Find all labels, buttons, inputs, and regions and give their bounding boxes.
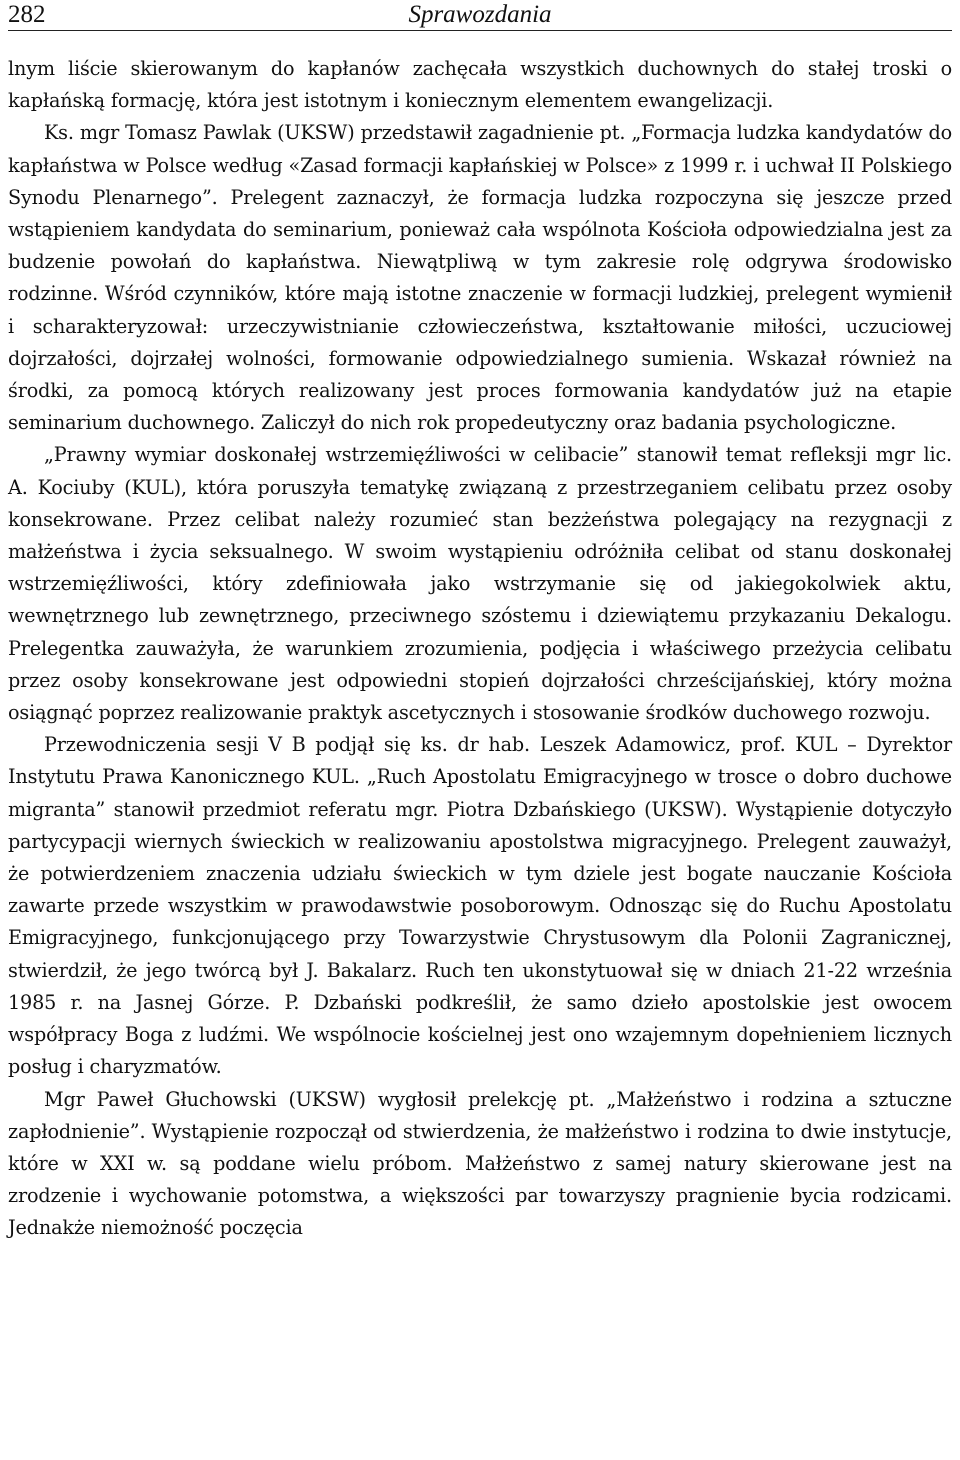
- paragraph-kociuba: „Prawny wymiar doskonałej wstrzemięźliwości w celibacie” stanowił temat refleksji mgr lic. A. Kociuby (KUL), która poruszyła tematykę związaną z przestrzeganiem celibatu przez osoby konsekrowane. Przez celibat należy rozumieć stan bezżeństwa polegający na rezygnacji z małżeństwa i życia seksualnego. W swoim wystąpieniu odróżniła celibat od stanu doskonałej wstrzemięźliwości, który zdefiniowała jako wstrzymanie się od jakiegokolwiek aktu, wewnętrznego lub zewnętrznego, przeciwnego szóstemu i dziewiątemu przykazaniu Dekalogu. Prelegentka zauważyła, że warunkiem zrozumienia, podjęcia i właściwego przeżycia celibatu przez osoby konsekrowane jest odpowiedni stopień dojrzałości chrześcijańskiej, który można osiągnąć poprzez realizowanie praktyk ascetycznych i stosowanie środków duchowego rozwoju.: [8, 443, 952, 725]
- page-number: 282: [8, 1, 46, 28]
- running-header: [8, 0, 952, 31]
- section-title: Sprawozdania: [408, 1, 552, 28]
- body-text: [8, 53, 952, 1245]
- document-page: [8, 0, 952, 1245]
- paragraph-session-vb: Przewodniczenia sesji V B podjął się ks. dr hab. Leszek Adamowicz, prof. KUL – Dyrektor Instytutu Prawa Kanonicznego KUL. „Ruch Apostolatu Emigracyjnego w trosce o dobro duchowe migranta” stanowił przedmiot referatu mgr. Piotra Dzbańskiego (UKSW). Wystąpienie dotyczyło partycypacji wiernych świeckich w realizowaniu apostolstwa migracyjnego. Prelegent zauważył, że potwierdzeniem znaczenia udziału świeckich w tym dziele jest bogate nauczanie Kościoła zawarte przede wszystkim w prawodawstwie posoborowym. Odnosząc się do Ruchu Apostolatu Emigracyjnego, funkcjonującego przy Towarzystwie Chrystusowym dla Polonii Zagranicznej, stwierdził, że jego twórcą był J. Bakalarz. Ruch ten ukonstytuował się w dniach 21-22 września 1985 r. na Jasnej Górze. P. Dzbański podkreślił, że samo dzieło apostolskie jest owocem współpracy Boga z ludźmi. We wspólnocie kościelnej jest ono wzajemnym dopełnieniem licznych posług i charyzmatów.: [8, 733, 952, 1079]
- paragraph-gluchowski: Mgr Paweł Głuchowski (UKSW) wygłosił prelekcję pt. „Małżeństwo i rodzina a sztuczne zapłodnienie”. Wystąpienie rozpoczął od stwierdzenia, że małżeństwo i rodzina to dwie instytucje, które w XXI w. są poddane wielu próbom. Małżeństwo z samej natury skierowane jest na zrodzenie i wychowanie potomstwa, a większości par towarzyszy pragnienie bycia rodzicami. Jednakże niemożność poczęcia: [8, 1087, 952, 1240]
- paragraph-pawlak: Ks. mgr Tomasz Pawlak (UKSW) przedstawił zagadnienie pt. „Formacja ludzka kandydatów do kapłaństwa w Polsce według «Zasad formacji kapłańskiej w Polsce» z 1999 r. i uchwał II Polskiego Synodu Plenarnego”. Prelegent zaznaczył, że formacja ludzka rozpoczyna się jeszcze przed wstąpieniem kandydata do seminarium, ponieważ cała wspólnota Kościoła odpowiedzialna jest za budzenie powołań do kapłaństwa. Niewątpliwą w tym zakresie rolę odgrywa środowisko rodzinne. Wśród czynników, które mają istotne znaczenie w formacji ludzkiej, prelegent wymienił i scharakteryzował: urzeczywistnianie człowieczeństwa, kształtowanie miłości, uczuciowej dojrzałości, dojrzałej wolności, formowanie odpowiedzialnego sumienia. Wskazał również na środki, za pomocą których realizowany jest proces formowania kandydatów już na etapie seminarium duchownego. Zaliczył do nich rok propedeutyczny oraz badania psychologiczne.: [8, 121, 952, 435]
- paragraph-continued: lnym liście skierowanym do kapłanów zachęcała wszystkich duchownych do stałej troski o kapłańską formację, która jest istotnym i koniecznym elementem ewangelizacji.: [8, 57, 952, 113]
